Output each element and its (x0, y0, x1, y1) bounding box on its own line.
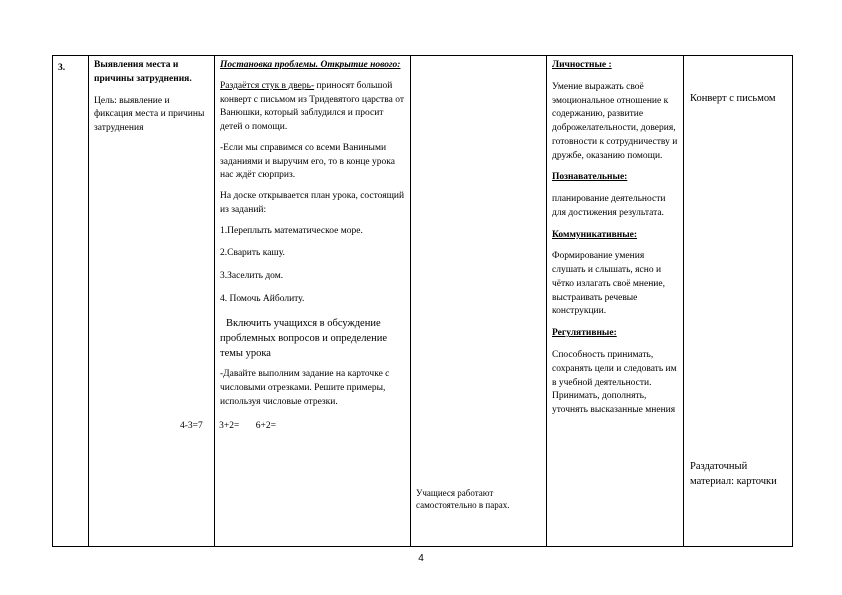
stage-title: Выявления места и причины затруднения. (94, 60, 192, 84)
table-row (53, 56, 793, 547)
communicative-text: Формирование умения слушать и слышать, ясно и чётко излагать своё мнение, выстраивать речевые конструкции. (552, 251, 665, 317)
pupil-activity-text: Учащиеся работают самостоятельно в парах. (416, 487, 510, 511)
activity-intro-underlined: Раздаётся стук в дверь- (220, 80, 315, 91)
list-item: 4. Помочь Айболиту. (220, 293, 305, 304)
cognitive-heading: Познавательные: (552, 172, 628, 183)
resource-handout: Раздаточный материал: карточки (690, 461, 777, 487)
list-item: 1.Переплыть математическое море. (220, 225, 363, 236)
activity-paragraph-4: Включить учащихся в обсуждение проблемных вопросов и определение темы урока (220, 317, 387, 360)
activity-intro (220, 80, 405, 135)
personal-text: Умение выражать своё эмоциональное отношение к содержанию, развитие доброжелательности, доверия, готовности к сотрудничеству и дружбе, оказанию помощи. (552, 81, 678, 161)
list-item: 2.Сварить кашу. (220, 248, 285, 259)
example-2: 3+2= (219, 420, 240, 431)
regulative-heading: Регулятивные: (552, 328, 617, 339)
uud-cell (547, 56, 684, 547)
regulative-text: Способность принимать, сохранять цели и следовать им в учебной деятельности. Принимать, дополнять, уточнять высказанные мнения (552, 350, 677, 416)
example-1: 4-3=7 (180, 420, 203, 431)
list-item: 3.Заселить дом. (220, 271, 284, 282)
activity-paragraph-2: -Если мы справимся со всеми Ваниными заданиями и выручим его, то в конце урока нас ждёт сюрприз. (220, 142, 395, 181)
cognitive-text: планирование деятельности для достижения результата. (552, 194, 666, 218)
stage-goal: Цель: выявление и фиксация места и причины затруднения (94, 95, 205, 134)
example-3: 6+2= (255, 420, 276, 431)
personal-heading: Личностные : (552, 60, 612, 70)
activity-title: Постановка проблемы. Открытие нового: (220, 60, 401, 70)
stage-cell (89, 56, 215, 547)
activity-paragraph-3: На доске открывается план урока, состоящий из заданий: (220, 191, 405, 215)
example-expressions (180, 420, 405, 434)
resource-envelope: Конверт с письмом (690, 93, 776, 104)
resources-cell (684, 56, 793, 547)
teacher-activity-cell (180, 56, 411, 547)
activity-paragraph-5: -Давайте выполним задание на карточке с числовыми отрезками. Решите примеры, используя числовые отрезки. (220, 369, 390, 407)
pupil-activity-cell (411, 56, 547, 547)
row-number: 3. (53, 56, 89, 547)
task-list (220, 225, 405, 307)
communicative-heading: Коммуникативные: (552, 229, 637, 240)
page-number: 4 (418, 553, 424, 564)
lesson-plan-table (52, 55, 793, 547)
activity-intro-rest: приносят большой конверт с письмом из Тридевятого царства от Ванюшки, который заблудился и просит детей о помощи. (220, 80, 405, 133)
